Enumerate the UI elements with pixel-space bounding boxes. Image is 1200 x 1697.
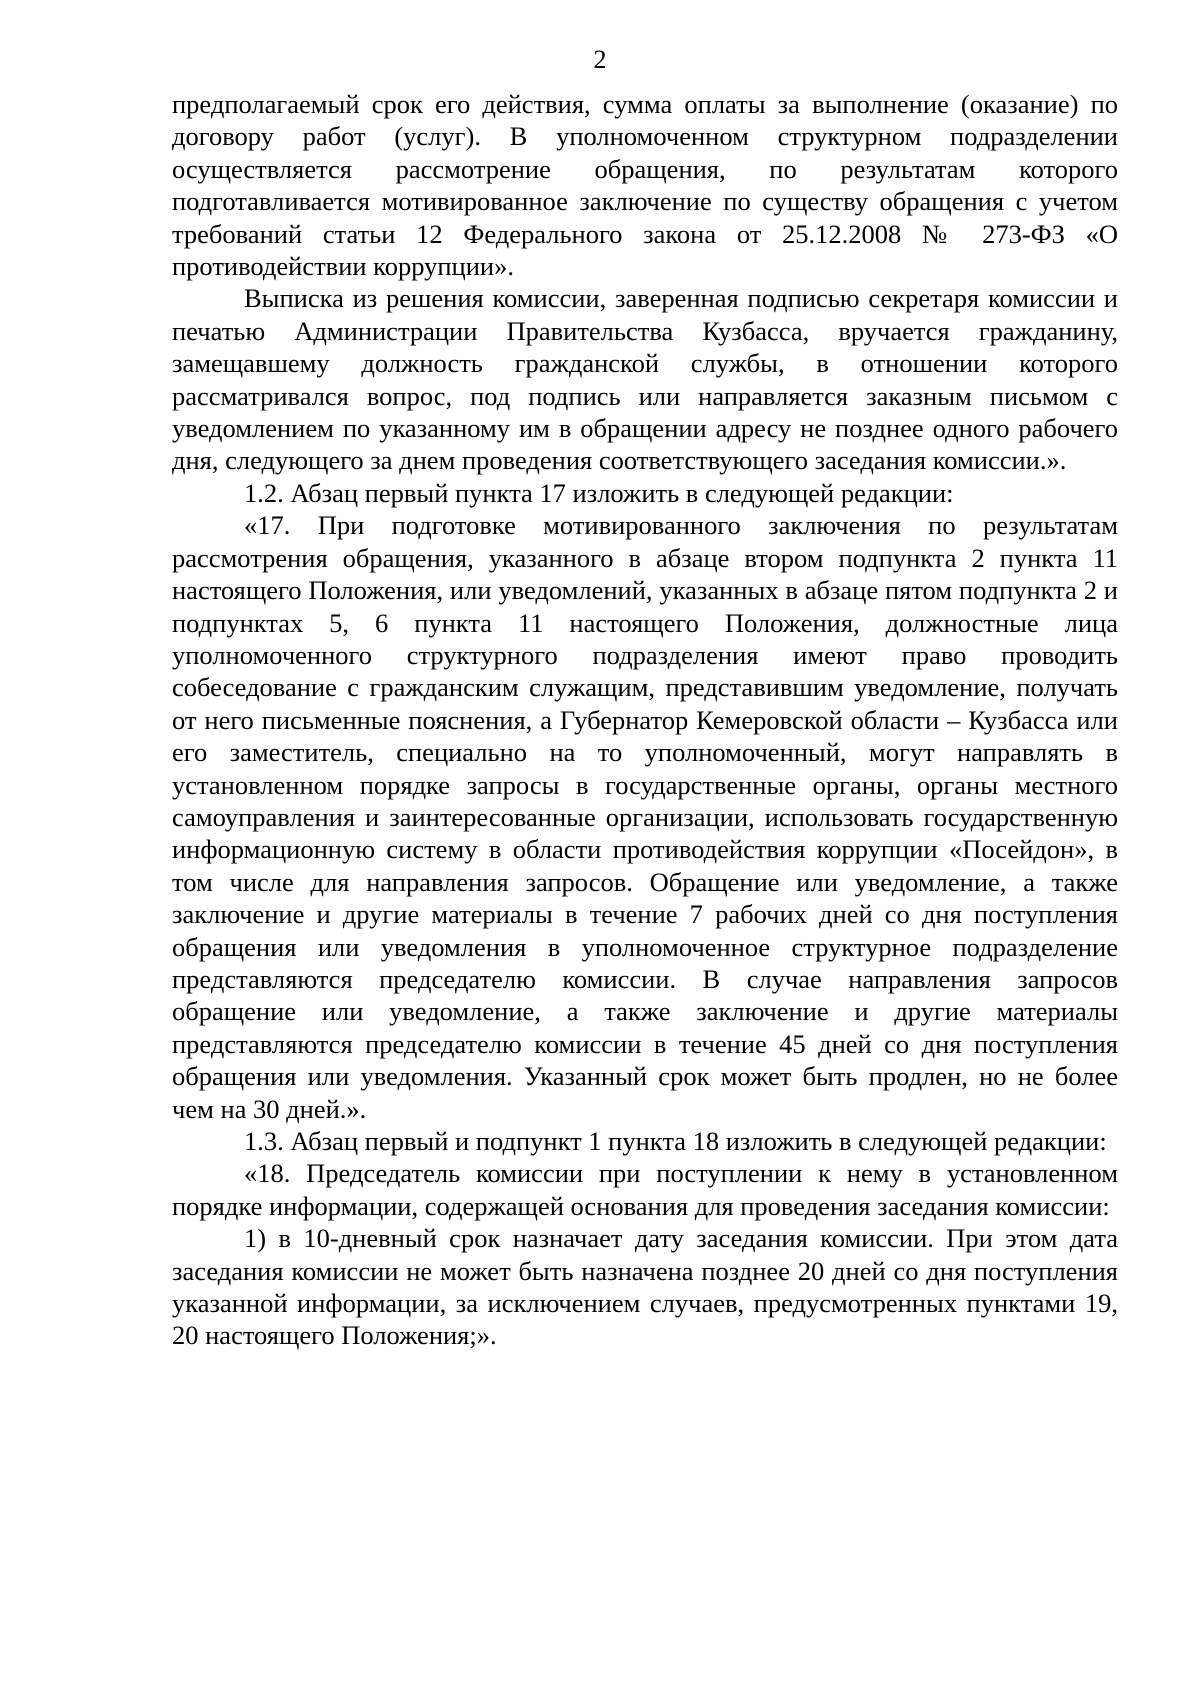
paragraph-continuation: предполагаемый срок его действия, сумма оплаты за выполнение (оказание) по договору работ (услуг). В уполномоченном структурном подразделении осуществляется рассмотрение обращения, по результатам которого подготавливается мотивированное заключение по существу обращения с учетом требований статьи 12 Федерального закона от 25.12.2008 № 273-ФЗ «О противодействии коррупции». <box>172 89 1118 282</box>
paragraph-extract-from-decision: Выписка из решения комиссии, заверенная подписью секретаря комиссии и печатью Администрации Правительства Кузбасса, вручается гражданину, замещавшему должность гражданской службы, в отношении которого рассматривался вопрос, под подпись или направляется заказным письмом с уведомлением по указанному им в обращении адресу не позднее одного рабочего дня, следующего за днем проведения соответствующего заседания комиссии.». <box>172 283 1118 476</box>
paragraph-clause-17: «17. При подготовке мотивированного заключения по результатам рассмотрения обращения, указанного в абзаце втором подпункта 2 пункта 11 настоящего Положения, или уведомлений, указанных в абзаце пятом подпункта 2 и подпунктах 5, 6 пункта 11 настоящего Положения, должностные лица уполномоченного структурного подразделения имеют право проводить собеседование с гражданским служащим, представившим уведомление, получать от него письменные пояснения, а Губернатор Кемеровской области – Кузбасса или его заместитель, специально на то уполномоченный, могут направлять в установленном порядке запросы в государственные органы, органы местного самоуправления и заинтересованные организации, использовать государственную информационную систему в области противодействия коррупции «Посейдон», в том числе для направления запросов. Обращение или уведомление, а также заключение и другие материалы в течение 7 рабочих дней со дня поступления обращения или уведомления в уполномоченное структурное подразделение представляются председателю комиссии. В случае направления запросов обращение или уведомление, а также заключение и другие материалы представляются председателю комиссии в течение 45 дней со дня поступления обращения или уведомления. Указанный срок может быть продлен, но не более чем на 30 дней.». <box>172 510 1118 1124</box>
document-body <box>172 88 1118 1352</box>
paragraph-clause-18-subitem-1: 1) в 10-дневный срок назначает дату заседания комиссии. При этом дата заседания комиссии не может быть назначена позднее 20 дней со дня поступления указанной информации, за исключением случаев, предусмотренных пунктами 19, 20 настоящего Положения;». <box>172 1223 1118 1351</box>
page-number: 2 <box>593 45 607 74</box>
paragraph-amendment-1-3: 1.3. Абзац первый и подпункт 1 пункта 18 изложить в следующей редакции: <box>244 1126 1107 1156</box>
paragraph-amendment-1-2: 1.2. Абзац первый пункта 17 изложить в следующей редакции: <box>244 477 954 508</box>
paragraph-clause-18: «18. Председатель комиссии при поступлении к нему в установленном порядке информации, содержащей основания для проведения заседания комиссии: <box>172 1158 1118 1221</box>
